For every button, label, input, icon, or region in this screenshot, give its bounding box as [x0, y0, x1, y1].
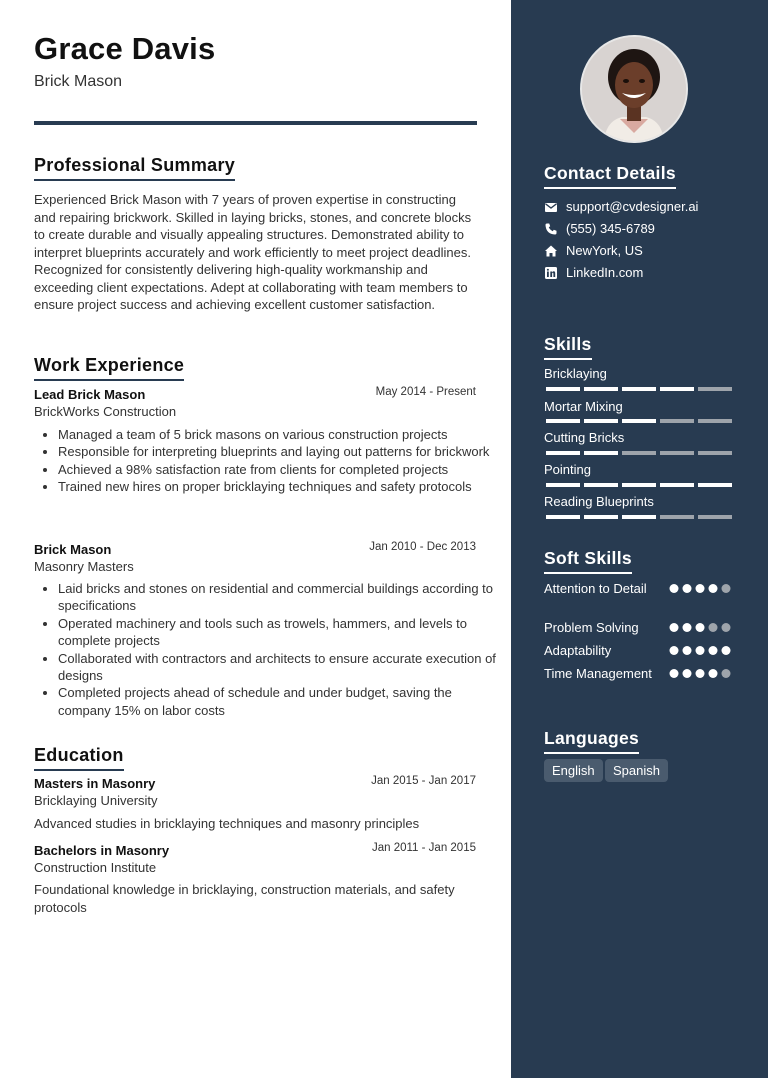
degree-date: Jan 2015 - Jan 2017	[371, 775, 476, 787]
skill-segment-filled	[546, 451, 580, 455]
rating-dot-empty	[722, 584, 731, 593]
skill-segment-filled	[660, 483, 694, 487]
skill-level-bar	[546, 387, 734, 391]
rating-dot-filled	[696, 584, 705, 593]
skill-segment-filled	[584, 419, 618, 423]
rating-dot-filled	[683, 669, 692, 678]
skill-segment-filled	[546, 387, 580, 391]
rating-dot-filled	[709, 669, 718, 678]
education-heading	[34, 745, 124, 771]
email-icon	[544, 200, 558, 214]
skill-segment-empty	[698, 451, 732, 455]
soft-skill-rating	[669, 668, 733, 679]
languages-heading-label: Languages	[544, 728, 640, 748]
skill-segment-empty	[698, 419, 732, 423]
summary-heading-label: Professional Summary	[34, 155, 236, 175]
contact-email-text: support@cvdesigner.ai	[566, 199, 699, 214]
summary-text: Experienced Brick Mason with 7 years of proven expertise in constructing and repairing brickwork. Skilled in laying bricks, stones, and concrete blocks to create durable and visually appealing structures. Demonstrated ability to interpret blueprints accurately and work efficiently to meet project deadlines. Recognized for consistently delivering high-quality workmanship and exceeding client expectations. Adept at collaborating with team members to ensure project success and achieving excellent customer satisfaction.	[34, 192, 472, 312]
summary-heading	[34, 155, 235, 181]
languages-heading-underline	[544, 752, 639, 754]
language-chip: Spanish	[605, 759, 668, 782]
linkedin-icon	[544, 266, 558, 280]
job-title: Brick Mason	[34, 542, 112, 557]
contact-heading	[544, 163, 676, 189]
education-heading-underline	[34, 769, 124, 771]
job-bullet: • Completed projects ahead of schedule and under budget, saving the company 15% on labor costs	[58, 684, 502, 719]
languages-heading	[544, 728, 639, 754]
rating-dot-filled	[709, 584, 718, 593]
soft-skill-rating	[669, 583, 733, 594]
experience-heading-label: Work Experience	[34, 355, 185, 375]
job-company: Masonry Masters	[34, 559, 134, 574]
job-bullet: • Collaborated with contractors and architects to ensure accurate execution of designs	[58, 650, 502, 685]
rating-dot-empty	[722, 669, 731, 678]
soft-skill-name: Problem Solving	[544, 620, 639, 635]
experience-heading	[34, 355, 184, 381]
skill-name: Bricklaying	[544, 366, 607, 381]
job-bullet: • Responsible for interpreting blueprints and laying out patterns for brickwork	[58, 443, 502, 460]
skills-heading	[544, 334, 592, 360]
experience-heading-underline	[34, 379, 184, 381]
skill-segment-empty	[660, 451, 694, 455]
soft-skill-name: Time Management	[544, 666, 652, 681]
rating-dot-empty	[722, 623, 731, 632]
contact-location	[544, 243, 643, 258]
skill-segment-filled	[546, 515, 580, 519]
job-bullets	[34, 580, 502, 719]
degree-title: Bachelors in Masonry	[34, 843, 170, 858]
job-bullets	[34, 426, 502, 496]
contact-phone[interactable]	[544, 221, 655, 236]
skill-segment-filled	[660, 387, 694, 391]
skill-segment-filled	[584, 387, 618, 391]
soft-skills-heading-label: Soft Skills	[544, 548, 632, 568]
soft-skill-rating	[669, 622, 733, 633]
soft-skills-heading-underline	[544, 572, 632, 574]
skill-segment-empty	[698, 515, 732, 519]
skill-segment-filled	[584, 451, 618, 455]
job-title: Lead Brick Mason	[34, 387, 146, 402]
rating-dot-filled	[683, 646, 692, 655]
skill-segment-filled	[698, 483, 732, 487]
rating-dot-filled	[670, 646, 679, 655]
sidebar	[511, 0, 768, 1078]
degree-title: Masters in Masonry	[34, 776, 156, 791]
skill-name: Mortar Mixing	[544, 399, 623, 414]
job-bullet: • Laid bricks and stones on residential and commercial buildings according to specifications	[58, 580, 502, 615]
contact-heading-label: Contact Details	[544, 163, 676, 183]
soft-skill-name: Adaptability	[544, 643, 612, 658]
contact-linkedin-text: LinkedIn.com	[566, 265, 644, 280]
contact-linkedin[interactable]	[544, 265, 643, 280]
skill-segment-filled	[584, 483, 618, 487]
job-date: May 2014 - Present	[375, 386, 476, 398]
candidate-role: Brick Mason	[34, 73, 123, 90]
contact-email[interactable]	[544, 199, 698, 214]
language-chip: English	[544, 759, 603, 782]
soft-skills-heading	[544, 548, 632, 574]
skill-segment-filled	[622, 515, 656, 519]
contact-heading-underline	[544, 187, 676, 189]
skill-segment-filled	[546, 483, 580, 487]
degree-description: Foundational knowledge in bricklaying, construction materials, and safety protocols	[34, 882, 455, 915]
skill-segment-filled	[622, 387, 656, 391]
job-company: BrickWorks Construction	[34, 404, 177, 419]
job-bullet: • Trained new hires on proper bricklaying techniques and safety protocols	[58, 478, 502, 495]
rating-dot-filled	[696, 669, 705, 678]
skill-name: Cutting Bricks	[544, 430, 625, 445]
soft-skill-rating	[669, 645, 733, 656]
degree-description: Advanced studies in bricklaying techniques and masonry principles	[34, 816, 420, 831]
skill-segment-filled	[622, 419, 656, 423]
skill-level-bar	[546, 515, 734, 519]
soft-skill-name: Attention to Detail	[544, 581, 647, 596]
job-bullet: • Managed a team of 5 brick masons on various construction projects	[58, 426, 502, 443]
degree-date: Jan 2011 - Jan 2015	[371, 842, 476, 854]
summary-heading-underline	[34, 179, 235, 181]
skill-segment-empty	[660, 515, 694, 519]
skill-name: Pointing	[544, 462, 591, 477]
school-name: Construction Institute	[34, 860, 157, 875]
contact-location-text: NewYork, US	[566, 243, 643, 258]
profile-photo-illustration	[582, 37, 686, 141]
skill-segment-empty	[622, 451, 656, 455]
rating-dot-filled	[709, 646, 718, 655]
skill-segment-empty	[660, 419, 694, 423]
skill-segment-empty	[698, 387, 732, 391]
rating-dot-filled	[670, 584, 679, 593]
profile-photo	[580, 35, 688, 143]
skill-level-bar	[546, 483, 734, 487]
candidate-name: Grace Davis	[34, 31, 216, 66]
header-divider	[34, 121, 477, 125]
rating-dot-filled	[696, 646, 705, 655]
education-heading-label: Education	[34, 745, 124, 765]
contact-phone-text: (555) 345-6789	[566, 221, 655, 236]
rating-dot-filled	[722, 646, 731, 655]
job-bullet: • Achieved a 98% satisfaction rate from clients for completed projects	[58, 461, 502, 478]
skill-segment-filled	[584, 515, 618, 519]
job-date: Jan 2010 - Dec 2013	[369, 541, 476, 553]
home-icon	[544, 244, 558, 258]
job-bullet: • Operated machinery and tools such as trowels, hammers, and levels to complete projects	[58, 615, 502, 650]
skill-name: Reading Blueprints	[544, 494, 654, 509]
rating-dot-empty	[709, 623, 718, 632]
rating-dot-filled	[683, 623, 692, 632]
skill-level-bar	[546, 419, 734, 423]
skills-heading-underline	[544, 358, 592, 360]
skill-segment-filled	[546, 419, 580, 423]
rating-dot-filled	[683, 584, 692, 593]
school-name: Bricklaying University	[34, 793, 158, 808]
rating-dot-filled	[696, 623, 705, 632]
skills-heading-label: Skills	[544, 334, 592, 354]
rating-dot-filled	[670, 623, 679, 632]
skill-segment-filled	[622, 483, 656, 487]
phone-icon	[544, 222, 558, 236]
skill-level-bar	[546, 451, 734, 455]
rating-dot-filled	[670, 669, 679, 678]
